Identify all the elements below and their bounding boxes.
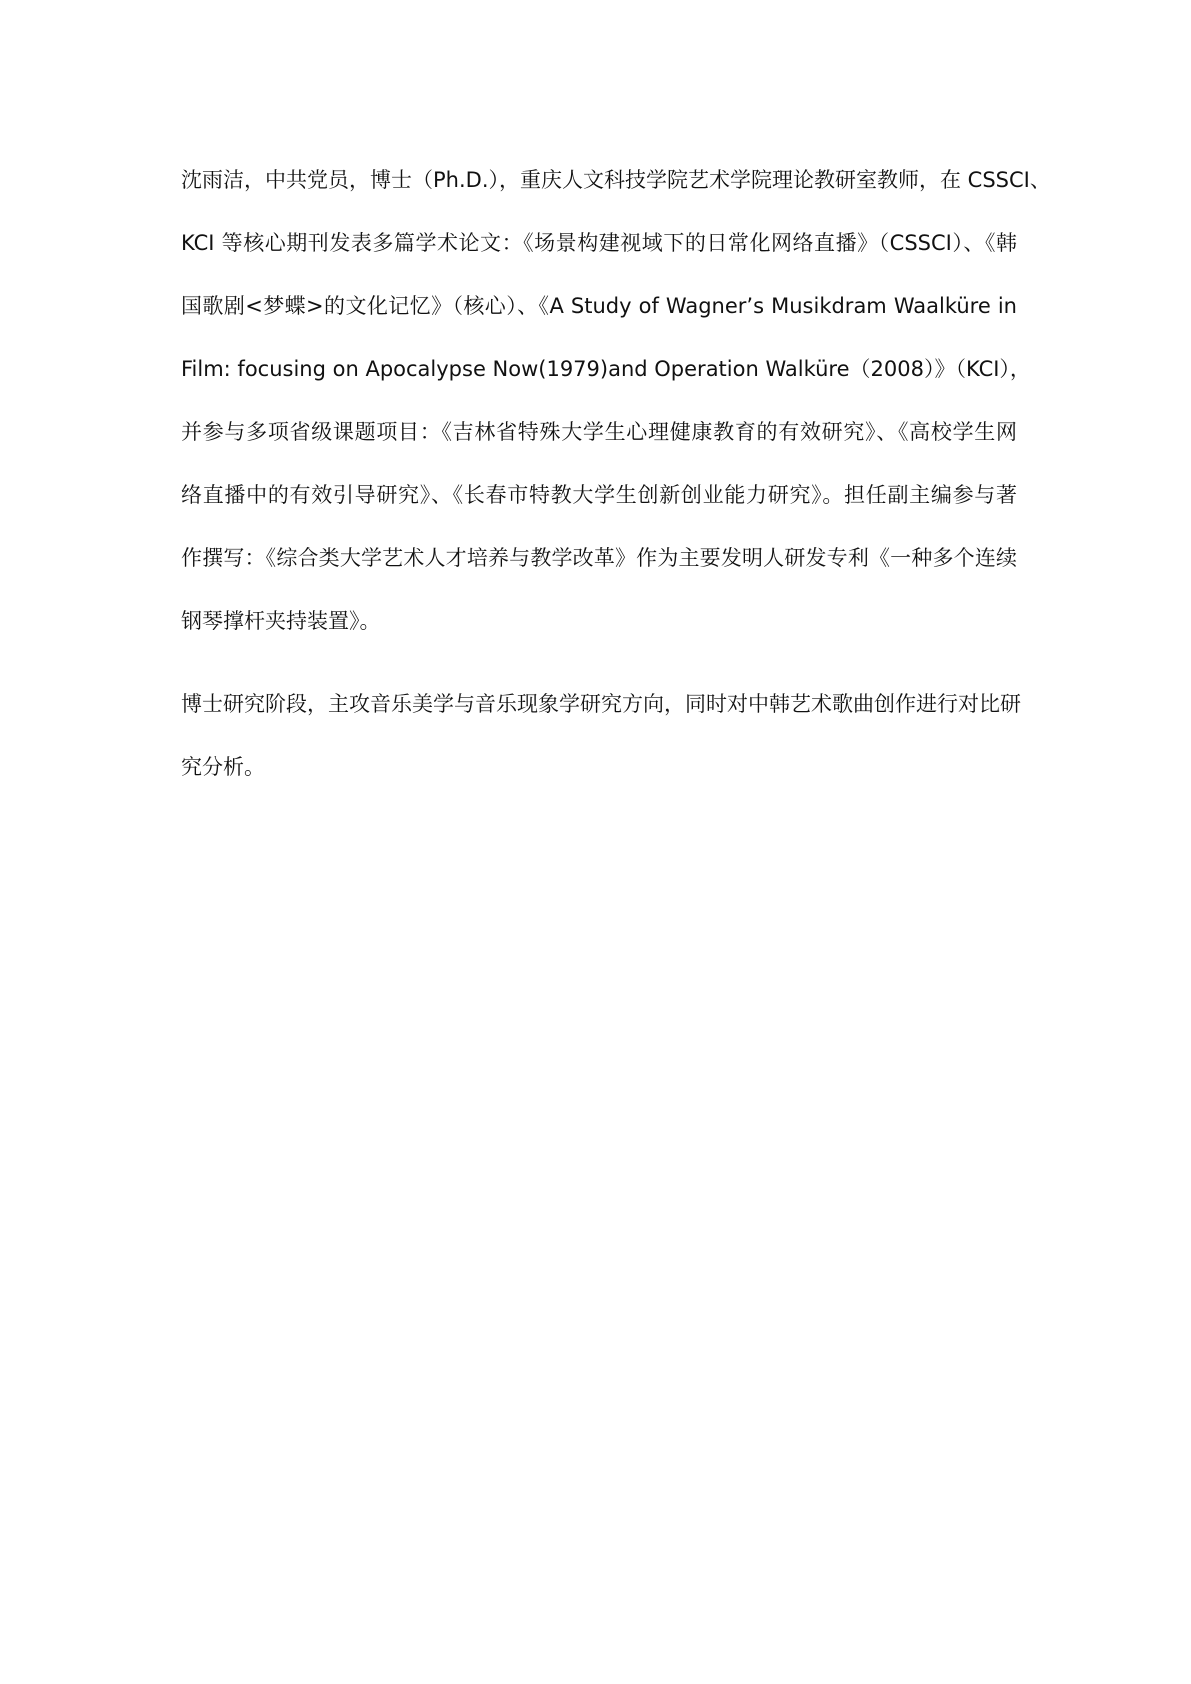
text-line: 作撰写：《综合类大学艺术人才培养与教学改革》作为主要发明人研发专利《一种多个连续 <box>181 546 1017 570</box>
text-line: 究分析。 <box>181 755 265 779</box>
text-line: Film: focusing on Apocalypse Now(1979)and Operation Walküre（2008）》（KCI）， <box>181 357 1031 381</box>
text-line: 沈雨洁，中共党员，博士（Ph.D.），重庆人文科技学院艺术学院理论教研室教师，在 CSSCI、 <box>181 168 1051 192</box>
paragraph-biography <box>181 149 1051 653</box>
text-line: 博士研究阶段，主攻音乐美学与音乐现象学研究方向，同时对中韩艺术歌曲创作进行对比研 <box>181 692 1021 716</box>
text-line: 钢琴撑杆夹持装置》。 <box>181 609 381 633</box>
text-line: 并参与多项省级课题项目：《吉林省特殊大学生心理健康教育的有效研究》、《高校学生网 <box>181 420 1017 444</box>
text-line: 络直播中的有效引导研究》、《长春市特教大学生创新创业能力研究》。担任副主编参与著 <box>181 483 1017 507</box>
text-line: 国歌剧<梦蝶>的文化记忆》（核心）、《A Study of Wagner’s Musikdram Waalküre in <box>181 294 1017 318</box>
paragraph-spacing <box>181 653 1017 673</box>
paragraph-research-focus <box>181 673 1021 799</box>
text-line: KCI 等核心期刊发表多篇学术论文：《场景构建视域下的日常化网络直播》（CSSCI）、《韩 <box>181 231 1017 255</box>
document-body <box>181 149 1051 799</box>
